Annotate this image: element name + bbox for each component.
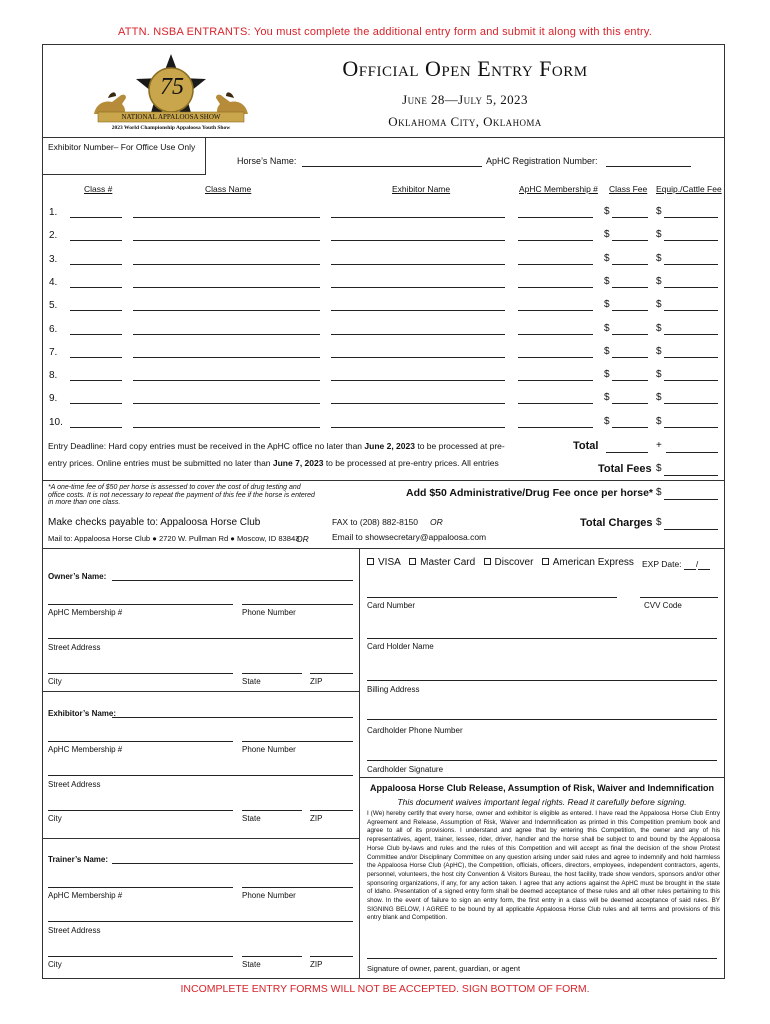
- header-class-number: Class #: [84, 184, 113, 194]
- equip-fee-field[interactable]: [664, 334, 718, 335]
- class-fee-dollar: $: [604, 416, 610, 427]
- release-title: Appaloosa Horse Club Release, Assumption of Risk, Waiver and Indemnification: [370, 783, 714, 793]
- deadline-text-2: to be processed at pre-: [414, 441, 505, 451]
- class-fee-dollar: $: [604, 276, 610, 287]
- deadline-text-1: Entry Deadline: Hard copy entries must be received in the ApHC office no later than: [48, 441, 365, 451]
- membership-field[interactable]: [518, 357, 593, 358]
- class-fee-field[interactable]: [612, 264, 648, 265]
- owner-membership-field[interactable]: [48, 604, 233, 605]
- mail-to-label: Mail to: Appaloosa Horse Club ● 2720 W. Pullman Rd ● Moscow, ID 83843: [48, 534, 300, 543]
- deadline-text-3: entry prices. Online entries must be submitted no later than: [48, 458, 273, 468]
- equip-fee-dollar: $: [656, 276, 662, 287]
- total-fees-field[interactable]: [664, 475, 718, 476]
- exhibitor-name-label: Exhibitor’s Name:: [48, 709, 117, 718]
- class-number-field[interactable]: [70, 380, 122, 381]
- admin-fee-dollar: $: [656, 487, 662, 498]
- owner-zip-label: ZIP: [310, 677, 323, 686]
- owner-street-label: Street Address: [48, 643, 101, 652]
- class-fee-field[interactable]: [612, 334, 648, 335]
- class-name-field[interactable]: [133, 217, 320, 218]
- trainer-phone-field[interactable]: [242, 887, 353, 888]
- equip-fee-dollar: $: [656, 369, 662, 380]
- total-charges-label: Total Charges: [580, 517, 653, 529]
- release-body: I (We) hereby certify that every horse, owner and exhibitor is eligible as entered. I have read the Appaloosa Horse Club Entry Agreement and Release, Assumption of Risk, Waiver and Indemnification as printed in this Competition premium book and agree to all of its provisions. I understand and agree that by entering this Competition, the owner and any of his representatives, agent, trainer, lessee, rider, driver, handler and the horse shall be subject to and bound by the Appaloosa Horse Club by-laws and rules and the rules of this Competition and will accept as final the decision of the show Protest Committee and/or Disciplinary Committee on any question arising under said rules and agree to indemnify and hold harmless the Appaloosa Horse Club (ApHC), the Competition, officials, officers, directors, employees, independent contractors, agents, personnel, volunteers, the host city Convention & Visitors Bureau, the host facility, trade show vendors, sponsors and/or other sponsoring organizations, if any, for any action taken. I agree that any actions against the ApHC must be brought in the state of Idaho. Presentation of a signed entry form shall be deemed acceptance of these rules and all other rules pertaining to this show. In the event of failure to sign an entry form, the first entry in a class will be deemed acceptance of said rules. BY SIGNING BELOW, I AGREE to be bound by all applicable Appaloosa Horse Club rules and all terms and provisions of this entry blank and Competition.: [367, 810, 720, 922]
- trainer-phone-label: Phone Number: [242, 891, 296, 900]
- class-name-field[interactable]: [133, 240, 320, 241]
- discover-option[interactable]: [484, 557, 534, 568]
- trainer-city-field[interactable]: [48, 956, 233, 957]
- cardholder-signature-field[interactable]: [367, 760, 717, 761]
- header-class-name: Class Name: [205, 184, 252, 194]
- exp-month-field[interactable]: [684, 559, 699, 570]
- equip-fee-dollar: $: [656, 416, 662, 427]
- exhibitor-state-label: State: [242, 814, 261, 823]
- entry-row-number: 4.: [49, 277, 58, 288]
- equip-fee-field[interactable]: [664, 240, 718, 241]
- class-fee-dollar: $: [604, 299, 610, 310]
- class-number-field[interactable]: [70, 427, 122, 428]
- class-fee-field[interactable]: [612, 240, 648, 241]
- visa-label: VISA: [378, 557, 401, 568]
- membership-field[interactable]: [518, 310, 593, 311]
- owner-phone-label: Phone Number: [242, 608, 296, 617]
- equip-fee-dollar: $: [656, 346, 662, 357]
- equip-fee-dollar: $: [656, 299, 662, 310]
- mastercard-checkbox[interactable]: [409, 558, 416, 565]
- equip-fee-field[interactable]: [664, 357, 718, 358]
- exhibitor-street-label: Street Address: [48, 780, 101, 789]
- class-name-field[interactable]: [133, 264, 320, 265]
- class-name-field[interactable]: [133, 380, 320, 381]
- horse-name-field[interactable]: [302, 166, 482, 167]
- office-use-label: Exhibitor Number– For Office Use Only: [48, 142, 196, 152]
- total-class-fee-field[interactable]: [606, 452, 648, 453]
- discover-label: Discover: [494, 557, 534, 568]
- class-fee-dollar: $: [604, 369, 610, 380]
- class-name-field[interactable]: [133, 310, 320, 311]
- drug-fee-note: *A one-time fee of $50 per horse is assessed to cover the cost of drug testing and office costs. It is not necessary to repeat the payment of this fee if the horse is entered in more than one class.: [48, 484, 315, 506]
- entry-row-number: 9.: [49, 393, 58, 404]
- entry-row-number: 8.: [49, 370, 58, 381]
- header-membership: ApHC Membership #: [519, 184, 598, 194]
- exp-date-label: [642, 559, 710, 570]
- registration-field[interactable]: [606, 166, 691, 167]
- card-number-label: Card Number: [367, 601, 416, 610]
- cvv-label: CVV Code: [644, 601, 682, 610]
- exhibitor-name-field[interactable]: [112, 717, 353, 718]
- exhibitor-city-label: City: [48, 814, 62, 823]
- class-fee-dollar: $: [604, 323, 610, 334]
- header-exhibitor-name: Exhibitor Name: [392, 184, 451, 194]
- show-dates: June 28—July 5, 2023: [402, 92, 528, 107]
- membership-field[interactable]: [518, 217, 593, 218]
- or-label-2: OR: [430, 517, 443, 527]
- class-fee-dollar: $: [604, 206, 610, 217]
- membership-field[interactable]: [518, 334, 593, 335]
- membership-field[interactable]: [518, 287, 593, 288]
- entry-row-number: 5.: [49, 300, 58, 311]
- entry-row-number: 6.: [49, 324, 58, 335]
- entry-row-number: 2.: [49, 230, 58, 241]
- class-fee-dollar: $: [604, 229, 610, 240]
- total-equip-fee-field[interactable]: [666, 452, 718, 453]
- equip-fee-dollar: $: [656, 323, 662, 334]
- total-charges-dollar: $: [656, 517, 662, 528]
- class-name-field[interactable]: [133, 427, 320, 428]
- card-holder-name-field[interactable]: [367, 638, 717, 639]
- exhibitor-name-field[interactable]: [331, 287, 505, 288]
- amex-label: American Express: [552, 557, 634, 568]
- owner-phone-field[interactable]: [242, 604, 353, 605]
- mastercard-option[interactable]: [409, 557, 475, 568]
- amex-option[interactable]: [542, 557, 634, 568]
- class-fee-field[interactable]: [612, 217, 648, 218]
- membership-field[interactable]: [518, 380, 593, 381]
- class-number-field[interactable]: [70, 403, 122, 404]
- exp-separator: /: [695, 559, 699, 569]
- card-holder-name-label: Card Holder Name: [367, 642, 434, 651]
- top-notice: ATTN. NSBA ENTRANTS: You must complete the additional entry form and submit it along with this entry.: [118, 26, 652, 38]
- visa-option[interactable]: [367, 557, 401, 568]
- deadline-text: [48, 438, 518, 472]
- release-signature-label: Signature of owner, parent, guardian, or agent: [367, 964, 521, 973]
- owner-zip-field[interactable]: [310, 673, 353, 674]
- exp-year-field[interactable]: [695, 559, 710, 570]
- exhibitor-name-field[interactable]: [331, 240, 505, 241]
- plus-sign: +: [656, 440, 662, 451]
- trainer-city-label: City: [48, 960, 62, 969]
- trainer-name-label: Trainer’s Name:: [48, 855, 109, 864]
- class-number-field[interactable]: [70, 217, 122, 218]
- deadline-date-online: June 7, 2023: [272, 458, 324, 468]
- exhibitor-name-field[interactable]: [331, 357, 505, 358]
- billing-address-field[interactable]: [367, 680, 717, 681]
- mastercard-label: Master Card: [420, 557, 476, 568]
- trainer-state-label: State: [242, 960, 261, 969]
- total-charges-field[interactable]: [664, 529, 718, 530]
- class-name-field[interactable]: [133, 287, 320, 288]
- class-fee-field[interactable]: [612, 403, 648, 404]
- form-title: Official Open Entry Form: [342, 56, 588, 81]
- class-fee-field[interactable]: [612, 357, 648, 358]
- class-number-field[interactable]: [70, 287, 122, 288]
- owner-city-field[interactable]: [48, 673, 233, 674]
- header-class-fee: Class Fee: [609, 184, 648, 194]
- equip-fee-field[interactable]: [664, 287, 718, 288]
- class-fee-dollar: $: [604, 392, 610, 403]
- fax-label: FAX to (208) 882-8150: [332, 517, 419, 527]
- equip-fee-dollar: $: [656, 206, 662, 217]
- trainer-zip-label: ZIP: [310, 960, 323, 969]
- total-fees-dollar: $: [656, 463, 662, 474]
- trainer-name-field[interactable]: [112, 863, 353, 864]
- entry-row-number: 10.: [49, 417, 63, 428]
- class-fee-dollar: $: [604, 253, 610, 264]
- equip-fee-field[interactable]: [664, 380, 718, 381]
- card-number-field[interactable]: [367, 597, 617, 598]
- card-type-options: [367, 557, 634, 568]
- total-fees-label: Total Fees: [598, 463, 652, 475]
- equip-fee-dollar: $: [656, 253, 662, 264]
- release-signature-field[interactable]: [367, 958, 717, 959]
- entry-row-number: 3.: [49, 254, 58, 265]
- class-number-field[interactable]: [70, 240, 122, 241]
- entry-row-number: 7.: [49, 347, 58, 358]
- class-fee-field[interactable]: [612, 427, 648, 428]
- equip-fee-field[interactable]: [664, 264, 718, 265]
- owner-name-label: Owner’s Name:: [48, 572, 107, 581]
- show-location: Oklahoma City, Oklahoma: [388, 114, 542, 129]
- class-fee-field[interactable]: [612, 310, 648, 311]
- amex-checkbox[interactable]: [542, 558, 549, 565]
- office-use-box: [42, 137, 206, 175]
- header-equip-fee: Equip./Cattle Fee: [656, 184, 722, 194]
- equip-fee-field[interactable]: [664, 310, 718, 311]
- membership-field[interactable]: [518, 427, 593, 428]
- exhibitor-phone-label: Phone Number: [242, 745, 296, 754]
- owner-state-label: State: [242, 677, 261, 686]
- trainer-membership-label: ApHC Membership #: [48, 891, 123, 900]
- equip-fee-dollar: $: [656, 229, 662, 240]
- exhibitor-phone-field[interactable]: [242, 741, 353, 742]
- entry-row-number: 1.: [49, 207, 58, 218]
- logo-number: 75: [160, 74, 184, 100]
- owner-state-field[interactable]: [242, 673, 302, 674]
- admin-fee-label: Add $50 Administrative/Drug Fee once per horse*: [406, 487, 654, 499]
- discover-checkbox[interactable]: [484, 558, 491, 565]
- class-fee-field[interactable]: [612, 287, 648, 288]
- exhibitor-membership-field[interactable]: [48, 741, 233, 742]
- exhibitor-name-field[interactable]: [331, 427, 505, 428]
- registration-label: ApHC Registration Number:: [486, 156, 598, 166]
- cvv-field[interactable]: [640, 597, 718, 598]
- billing-address-label: Billing Address: [367, 685, 420, 694]
- logo-banner: NATIONAL APPALOOSA SHOW: [121, 113, 221, 121]
- release-subtitle: This document waives important legal rights. Read it carefully before signing.: [397, 797, 687, 807]
- exhibitor-city-field[interactable]: [48, 810, 233, 811]
- class-name-field[interactable]: [133, 334, 320, 335]
- trainer-zip-field[interactable]: [310, 956, 353, 957]
- exhibitor-state-field[interactable]: [242, 810, 302, 811]
- equip-fee-field[interactable]: [664, 217, 718, 218]
- exhibitor-name-field[interactable]: [331, 264, 505, 265]
- trainer-state-field[interactable]: [242, 956, 302, 957]
- class-number-field[interactable]: [70, 310, 122, 311]
- cardholder-phone-label: Cardholder Phone Number: [367, 726, 463, 735]
- class-number-field[interactable]: [70, 334, 122, 335]
- exhibitor-name-field[interactable]: [331, 310, 505, 311]
- exhibitor-name-field[interactable]: [331, 217, 505, 218]
- cardholder-phone-field[interactable]: [367, 719, 717, 720]
- admin-fee-field[interactable]: [664, 499, 718, 500]
- equip-fee-field[interactable]: [664, 403, 718, 404]
- exhibitor-name-field[interactable]: [331, 380, 505, 381]
- exhibitor-street-field[interactable]: [48, 775, 353, 776]
- exhibitor-zip-field[interactable]: [310, 810, 353, 811]
- exhibitor-membership-label: ApHC Membership #: [48, 745, 123, 754]
- bottom-notice: INCOMPLETE ENTRY FORMS WILL NOT BE ACCEPTED. SIGN BOTTOM OF FORM.: [180, 983, 590, 995]
- class-number-field[interactable]: [70, 264, 122, 265]
- owner-membership-label: ApHC Membership #: [48, 608, 123, 617]
- trainer-street-field[interactable]: [48, 921, 353, 922]
- class-name-field[interactable]: [133, 357, 320, 358]
- membership-field[interactable]: [518, 264, 593, 265]
- email-label: Email to showsecretary@appaloosa.com: [332, 532, 487, 542]
- deadline-date-hardcopy: June 2, 2023: [364, 441, 415, 451]
- horse-name-label: Horse’s Name:: [237, 156, 297, 166]
- checks-payable-label: Make checks payable to: Appaloosa Horse Club: [48, 517, 261, 528]
- exhibitor-name-field[interactable]: [331, 403, 505, 404]
- visa-checkbox[interactable]: [367, 558, 374, 565]
- exhibitor-zip-label: ZIP: [310, 814, 323, 823]
- owner-street-field[interactable]: [48, 638, 353, 639]
- logo-subline: 2023 World Championship Appaloosa Youth Show: [111, 125, 231, 131]
- exp-date-text: EXP Date:: [642, 559, 682, 569]
- or-label-1: OR: [296, 534, 309, 544]
- class-name-field[interactable]: [133, 403, 320, 404]
- owner-city-label: City: [48, 677, 62, 686]
- class-fee-dollar: $: [604, 346, 610, 357]
- equip-fee-dollar: $: [656, 392, 662, 403]
- owner-name-field[interactable]: [112, 580, 353, 581]
- cardholder-signature-label: Cardholder Signature: [367, 765, 444, 774]
- equip-fee-field[interactable]: [664, 427, 718, 428]
- membership-field[interactable]: [518, 240, 593, 241]
- total-label: Total: [573, 440, 599, 452]
- deadline-text-4: to be processed at pre-entry prices. All entries: [323, 458, 499, 468]
- trainer-street-label: Street Address: [48, 926, 101, 935]
- exhibitor-name-field[interactable]: [331, 334, 505, 335]
- membership-field[interactable]: [518, 403, 593, 404]
- class-number-field[interactable]: [70, 357, 122, 358]
- trainer-membership-field[interactable]: [48, 887, 233, 888]
- class-fee-field[interactable]: [612, 380, 648, 381]
